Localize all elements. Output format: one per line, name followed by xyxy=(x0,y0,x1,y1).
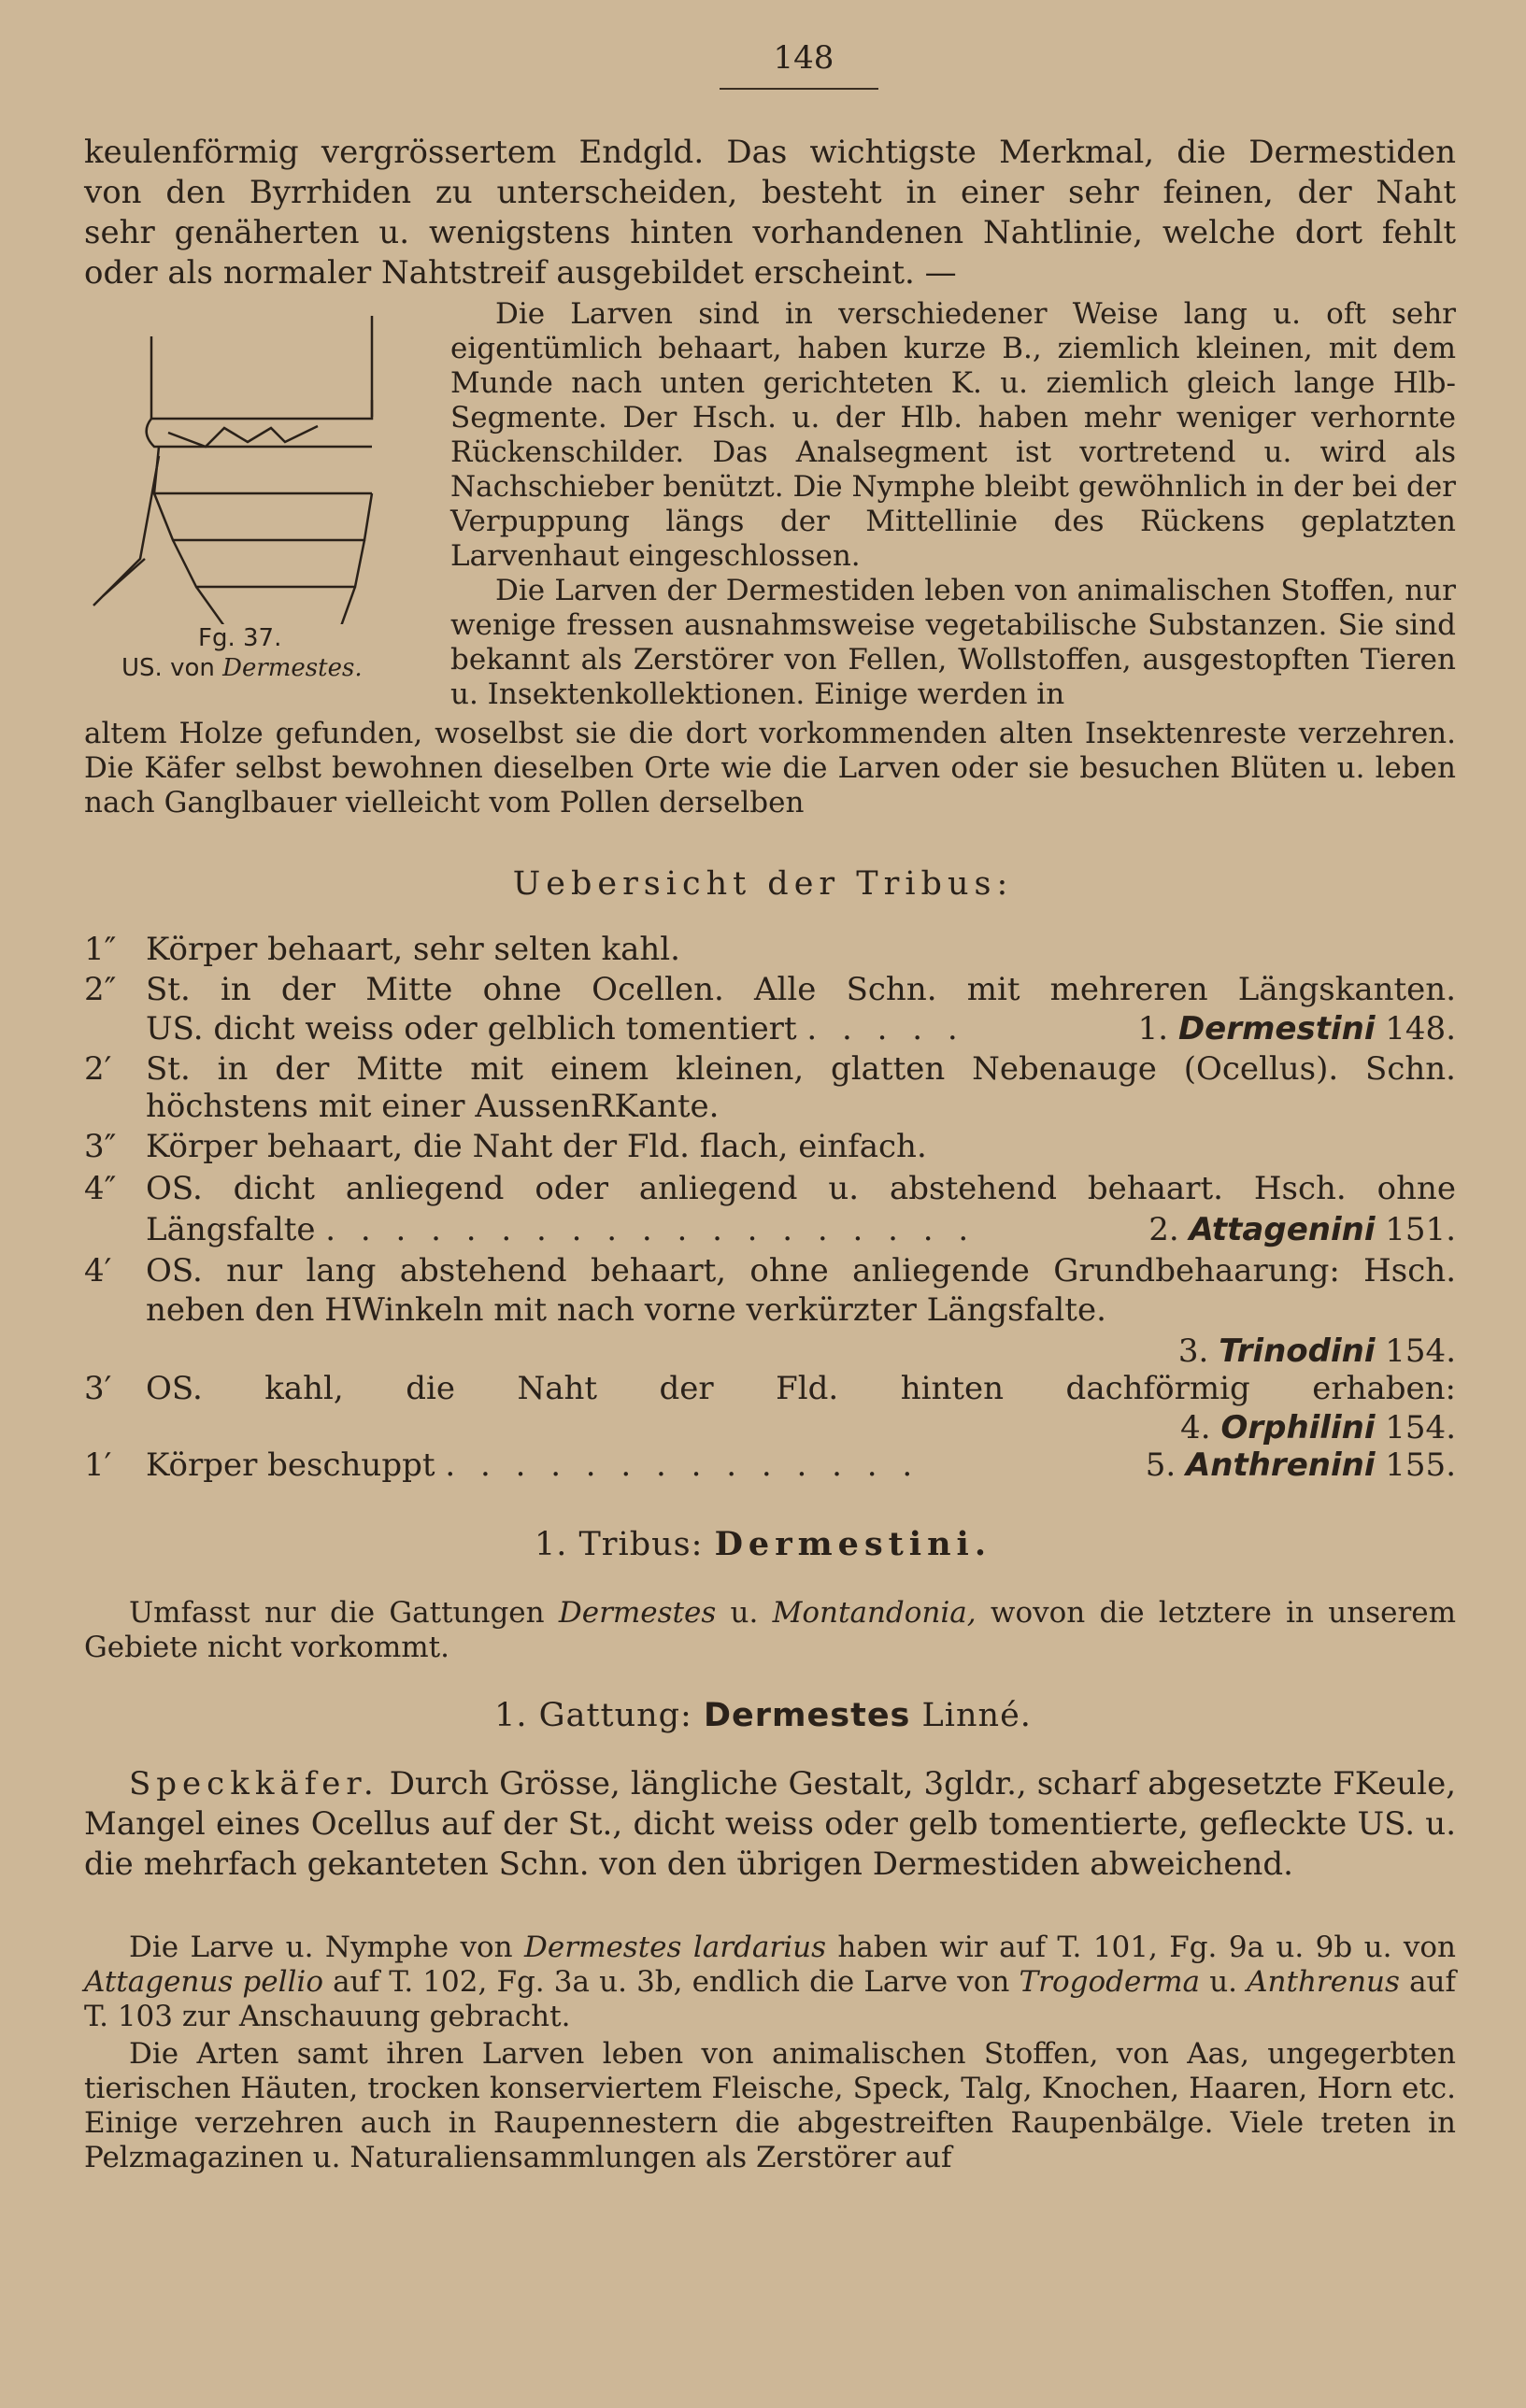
gattung-heading-prefix: 1. Gattung: xyxy=(494,1697,692,1734)
key-number: 3′ xyxy=(84,1370,112,1407)
key-text: neben den HWinkeln mit nach vorne verkürzter Längsfalte. xyxy=(146,1291,1106,1329)
gattung-description: Durch Grösse, längliche Gestalt, 3gldr., scharf abgesetzte FKeule, Mangel eines Ocellus auf der St., dicht weiss oder gelb tomentierte, gefleckte US. u. die mehrfach gekanteten Schn. von den übrigen Dermestiden abweichend. xyxy=(84,1765,1457,1883)
larvae-paragraph: Die Larven sind in verschiedener Weise lang u. oft sehr eigentümlich behaart, haben kurze B., ziemlich kleinen, mit dem Munde nach unten gerichteten K. u. ziemlich gleich lange Hlb-Segmente. Der Hsch. u. der Hlb. haben mehr weniger verhornte Rückenschilder. Das Analsegment ist vortretend u. wird als Nachschieber benützt. Die Nymphe bleibt gewöhnlich in der bei der Verpuppung längs der Mittellinie des Rückens geplatzten Larvenhaut eingeschlossen. xyxy=(450,297,1456,573)
intro-paragraph xyxy=(84,133,1456,293)
key-text-part: Längsfalte xyxy=(146,1211,316,1248)
gattung-common-name: Speckkäfer. xyxy=(129,1765,379,1802)
key-row xyxy=(84,1050,1456,1089)
key-ref-number: 5. xyxy=(1145,1446,1177,1484)
intro-line: von den Byrrhiden zu unterscheiden, besteht in einer sehr feinen, der Naht xyxy=(84,174,1456,211)
larvae-description xyxy=(450,297,1456,712)
habits-paragraph-text: Die Arten samt ihren Larven leben von animalischen Stoffen, von Aas, ungegerbten tierischen Häuten, trocken konserviertem Fleische, Speck, Talg, Knochen, Haaren, Horn etc. Einige verzehren auch in Raupennestern die abgestreiften Raupenbälge. Viele treten in Pelzmagazinen u. Naturaliensammlungen als Zerstörer auf xyxy=(84,2037,1456,2174)
key-row xyxy=(84,931,1456,969)
key-number: 3″ xyxy=(84,1128,117,1165)
key-tribe: Trinodini xyxy=(1219,1332,1376,1370)
gattung-heading xyxy=(0,1697,1526,1734)
key-tribe: Orphilini xyxy=(1220,1409,1376,1446)
page-number-rule xyxy=(720,88,878,90)
key-number: 2′ xyxy=(84,1050,112,1088)
key-number: 1″ xyxy=(84,931,117,968)
figure-caption xyxy=(121,654,363,682)
page-number: 148 xyxy=(773,39,834,77)
tribus-heading-name: Dermestini. xyxy=(714,1525,992,1563)
key-result xyxy=(1146,1446,1456,1485)
genus-name: Anthrenus xyxy=(1247,1965,1400,1999)
larvae-food-continuation xyxy=(84,717,1456,820)
key-text-part: Körper beschuppt xyxy=(146,1446,435,1484)
key-row xyxy=(84,1446,1456,1485)
tribus-paragraph xyxy=(84,1596,1456,1665)
plates-text: auf T. 102, Fg. 3a u. 3b, endlich die Larve von xyxy=(333,1965,1010,1999)
gattung-heading-name: Dermestes xyxy=(704,1697,911,1734)
plates-text: Die Larve u. Nymphe von xyxy=(129,1931,513,1964)
key-row xyxy=(84,1409,1456,1447)
species-name: Dermestes lardarius xyxy=(524,1931,826,1964)
key-row xyxy=(84,1128,1456,1166)
tribus-heading-prefix: 1. Tribus: xyxy=(534,1526,704,1563)
key-text-part: US. dicht weiss oder gelblich tomentiert xyxy=(146,1010,797,1047)
larvae-food-paragraph: Die Larven der Dermestiden leben von animalischen Stoffen, nur wenige fressen ausnahmsweise vegetabilische Substanzen. Sie sind bekannt als Zerstörer von Fellen, Wollstoffen, ausgestopften Tieren u. Insektenkollektionen. Einige werden in xyxy=(450,574,1456,711)
intro-line: sehr genäherten u. wenigstens hinten vorhandenen Nahtlinie, welche dort fehlt xyxy=(84,214,1456,251)
key-ref-number: 4. xyxy=(1180,1409,1211,1446)
key-text: höchstens mit einer AussenRKante. xyxy=(146,1088,720,1125)
key-row xyxy=(84,1170,1456,1208)
key-row xyxy=(84,1211,1456,1249)
tribus-text: u. xyxy=(730,1596,759,1630)
key-result xyxy=(1180,1409,1456,1447)
key-number: 4′ xyxy=(84,1252,112,1289)
key-number: 2″ xyxy=(84,971,117,1008)
key-number: 4″ xyxy=(84,1170,117,1207)
key-ref-number: 2. xyxy=(1148,1211,1179,1248)
key-result xyxy=(1138,1010,1456,1048)
key-number: 1′ xyxy=(84,1446,112,1484)
key-tribe: Attagenini xyxy=(1189,1211,1376,1248)
tribus-paragraph-text xyxy=(84,1596,1456,1665)
key-tribe: Anthrenini xyxy=(1185,1446,1376,1484)
plates-text: haben wir auf T. 101, Fg. 9a u. 9b u. von xyxy=(837,1931,1456,1964)
key-text: Körper behaart, sehr selten kahl. xyxy=(146,931,680,968)
figure-caption-genus: Dermestes. xyxy=(222,654,363,682)
key-row xyxy=(84,1332,1456,1371)
species-name: Attagenus pellio xyxy=(84,1965,323,1999)
plates-text: auf T. 103 zur Anschauung gebracht. xyxy=(84,1965,1456,2033)
tribus-text: wovon die letztere in unserem Gebiete nicht vorkommt. xyxy=(84,1596,1457,1664)
key-row xyxy=(84,1291,1456,1330)
tribus-text: Umfasst nur die Gattungen xyxy=(129,1596,545,1630)
larvae-food-paragraph-end: altem Holze gefunden, woselbst sie die dort vorkommenden alten Insektenreste verzehren. Die Käfer selbst bewohnen dieselben Orte wie die Larven oder sie besuchen Blüten u. leben nach Ganglbauer vielleicht vom Pollen derselben xyxy=(84,717,1456,819)
key-text: OS. nur lang abstehend behaart, ohne anliegende Grundbehaarung: Hsch. xyxy=(146,1252,1456,1289)
intro-line: oder als normaler Nahtstreif ausgebildet erscheint. — xyxy=(84,254,957,292)
genus-name: Trogoderma xyxy=(1019,1965,1201,1999)
key-row xyxy=(84,971,1456,1009)
key-text: St. in der Mitte ohne Ocellen. Alle Schn. mit mehreren Längskanten. xyxy=(146,971,1456,1008)
dermestes-underside-drawing xyxy=(84,316,383,624)
genus-name: Dermestes xyxy=(558,1596,717,1630)
key-ref-number: 1. xyxy=(1137,1010,1169,1047)
key-text: OS. dicht anliegend oder anliegend u. abstehend behaart. Hsch. ohne xyxy=(146,1170,1456,1207)
plates-paragraph xyxy=(84,1931,1456,2034)
key-row xyxy=(84,1252,1456,1290)
figure-label: Fg. 37. xyxy=(198,624,282,652)
key-row xyxy=(84,1370,1456,1408)
key-result xyxy=(1148,1211,1456,1249)
key-dots: . . . . . . . . . . . . . . xyxy=(445,1446,920,1484)
figure-caption-prefix: US. von xyxy=(121,654,215,682)
key-heading: Uebersicht der Tribus: xyxy=(512,865,1014,903)
key-page: 155. xyxy=(1385,1446,1456,1484)
key-text: St. in der Mitte mit einem kleinen, glatten Nebenauge (Ocellus). Schn. xyxy=(146,1050,1456,1088)
key-page: 154. xyxy=(1385,1332,1456,1370)
gattung-heading-author: Linné. xyxy=(921,1697,1032,1734)
key-page: 148. xyxy=(1385,1010,1456,1047)
gattung-paragraph xyxy=(84,1764,1456,1885)
key-row xyxy=(84,1088,1456,1126)
genus-name: Montandonia, xyxy=(772,1596,977,1630)
key-ref-number: 3. xyxy=(1177,1332,1209,1370)
key-text: Körper behaart, die Naht der Fld. flach, einfach. xyxy=(146,1128,927,1165)
habits-paragraph xyxy=(84,2037,1456,2175)
key-dots: . . . . . . . . . . . . . . . . . . . xyxy=(325,1211,977,1248)
tribus-heading xyxy=(0,1525,1526,1563)
key-page: 154. xyxy=(1385,1409,1456,1446)
key-text: OS. kahl, die Naht der Fld. hinten dachförmig erhaben: xyxy=(146,1370,1456,1407)
key-result xyxy=(1178,1332,1456,1371)
gattung-paragraph-text xyxy=(84,1764,1456,1885)
key-page: 151. xyxy=(1385,1211,1456,1248)
key-tribe: Dermestini xyxy=(1177,1010,1376,1047)
plates-paragraph-text xyxy=(84,1931,1456,2034)
plates-text: u. xyxy=(1209,1965,1238,1999)
intro-line: keulenförmig vergrössertem Endgld. Das wichtigste Merkmal, die Dermestiden xyxy=(84,134,1456,171)
key-dots: . . . . . xyxy=(806,1010,965,1047)
key-row xyxy=(84,1010,1456,1048)
